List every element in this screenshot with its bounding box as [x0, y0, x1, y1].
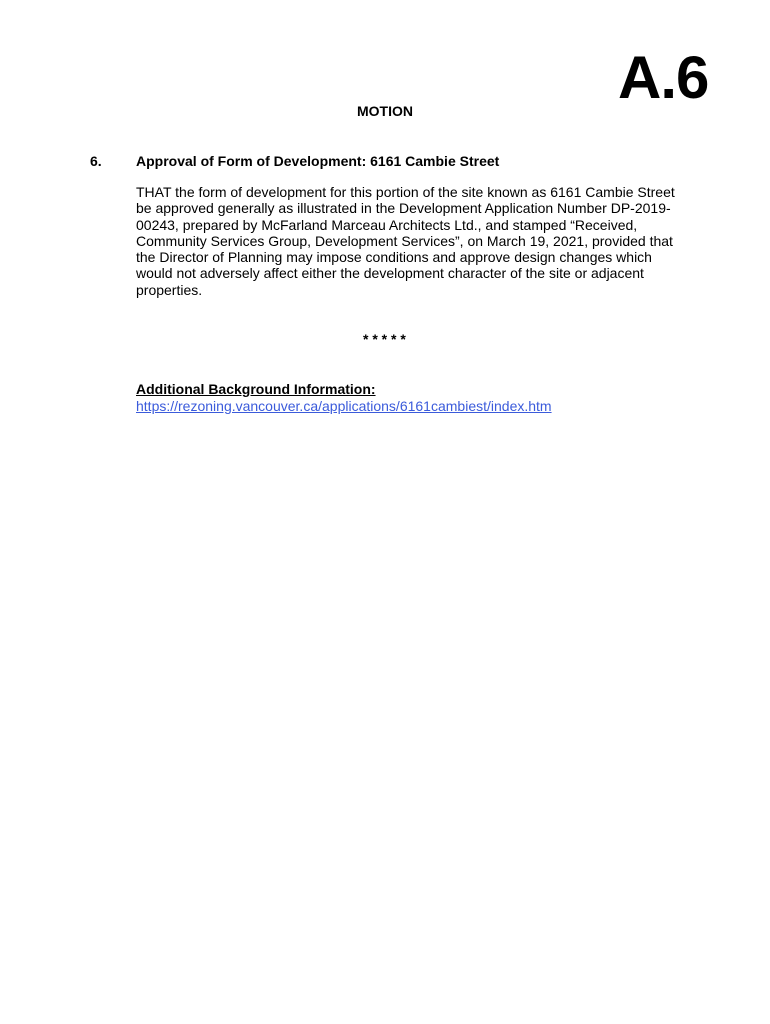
body-line: the Director of Planning may impose conditions and approve design changes which — [136, 249, 652, 266]
body-line: be approved generally as illustrated in the Development Application Number DP-2019- — [136, 200, 671, 217]
agenda-item-code: A.6 — [618, 44, 709, 111]
body-line: THAT the form of development for this portion of the site known as 6161 Cambie Street — [136, 184, 675, 200]
body-line: 00243, prepared by McFarland Marceau Architects Ltd., and stamped “Received, — [136, 216, 638, 233]
body-line: Community Services Group, Development Services”, on March 19, 2021, provided that — [136, 232, 673, 249]
item-title: Approval of Form of Development: 6161 Cambie Street — [136, 153, 500, 169]
item-number: 6. — [90, 153, 102, 169]
body-line: properties. — [136, 281, 203, 298]
background-info-heading: Additional Background Information: — [136, 381, 376, 397]
section-separator: * * * * * — [363, 331, 406, 347]
motion-body-paragraph — [136, 184, 676, 298]
body-line: would not adversely affect either the development character of the site or adjacent — [136, 265, 644, 282]
background-info-link[interactable]: https://rezoning.vancouver.ca/applications/6161cambiest/index.htm — [136, 398, 552, 414]
motion-heading: MOTION — [357, 103, 413, 119]
